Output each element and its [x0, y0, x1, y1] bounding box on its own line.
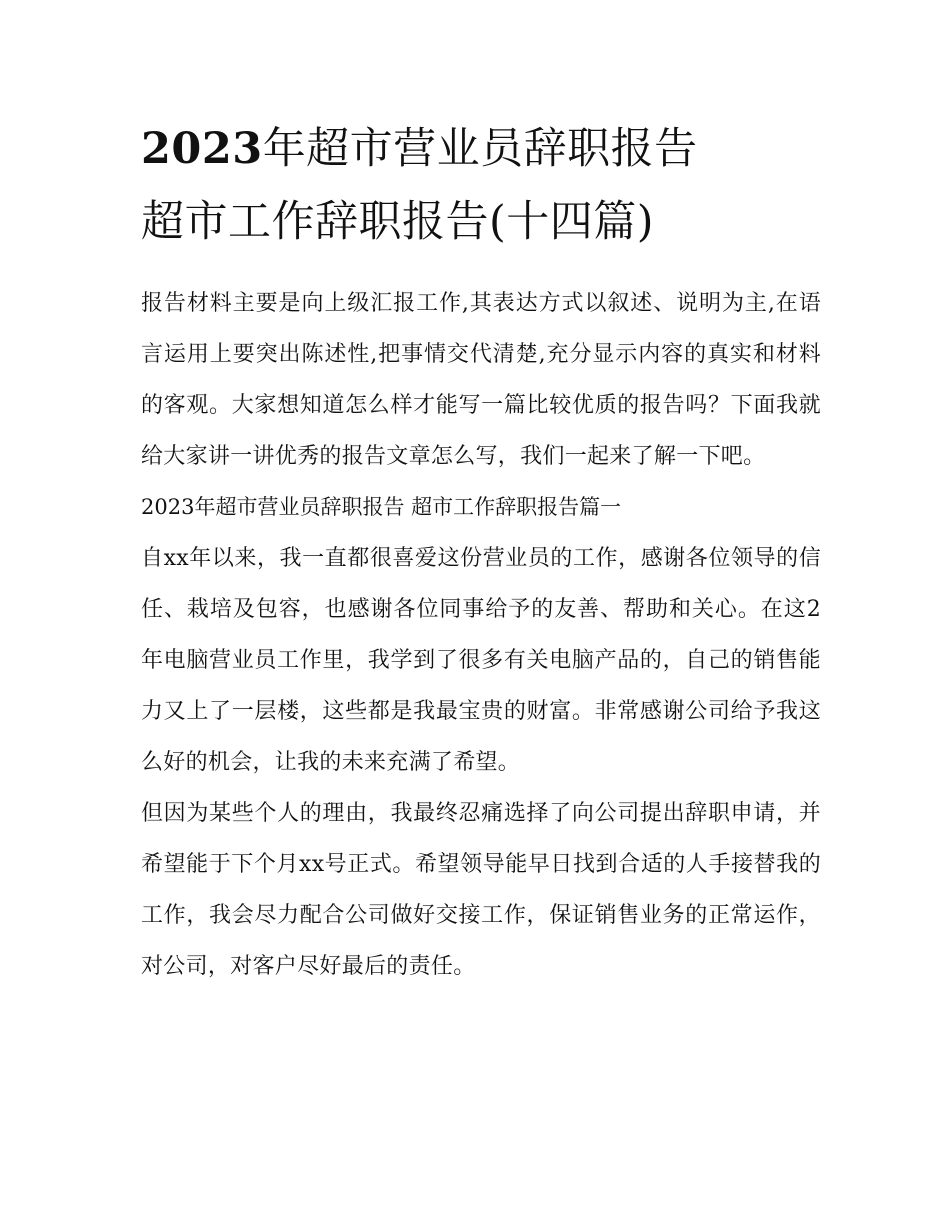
title-line-2: 超市工作辞职报告(十四篇) [141, 197, 655, 247]
title-year: 2023 [141, 124, 263, 174]
document-title [141, 118, 821, 253]
title-line-1 [141, 118, 821, 180]
document-page [141, 118, 821, 992]
body-paragraph-2: 但因为某些个人的理由，我最终忍痛选择了向公司提出辞职申请，并希望能于下个月xx号正式。希望领导能早日找到合适的人手接替我的工作，我会尽力配合公司做好交接工作，保证销售业务的正常运作，对公司，对客户尽好最后的责任。 [141, 801, 821, 979]
document-body [141, 278, 821, 992]
body-paragraph-1: 自xx年以来，我一直都很喜爱这份营业员的工作，感谢各位领导的信任、栽培及包容，也感谢各位同事给予的友善、帮助和关心。在这2年电脑营业员工作里，我学到了很多有关电脑产品的，自己的销售能力又上了一层楼，这些都是我最宝贵的财富。非常感谢公司给予我这么好的机会，让我的未来充满了希望。 [141, 546, 821, 775]
title-line-1-text: 年超市营业员辞职报告 [262, 124, 698, 174]
intro-paragraph: 报告材料主要是向上级汇报工作,其表达方式以叙述、说明为主,在语言运用上要突出陈述性,把事情交代清楚,充分显示内容的真实和材料的客观。大家想知道怎么样才能写一篇比较优质的报告吗？下面我就给大家讲一讲优秀的报告文章怎么写，我们一起来了解一下吧。 [141, 291, 821, 469]
section-heading: 2023年超市营业员辞职报告 超市工作辞职报告篇一 [141, 495, 622, 519]
